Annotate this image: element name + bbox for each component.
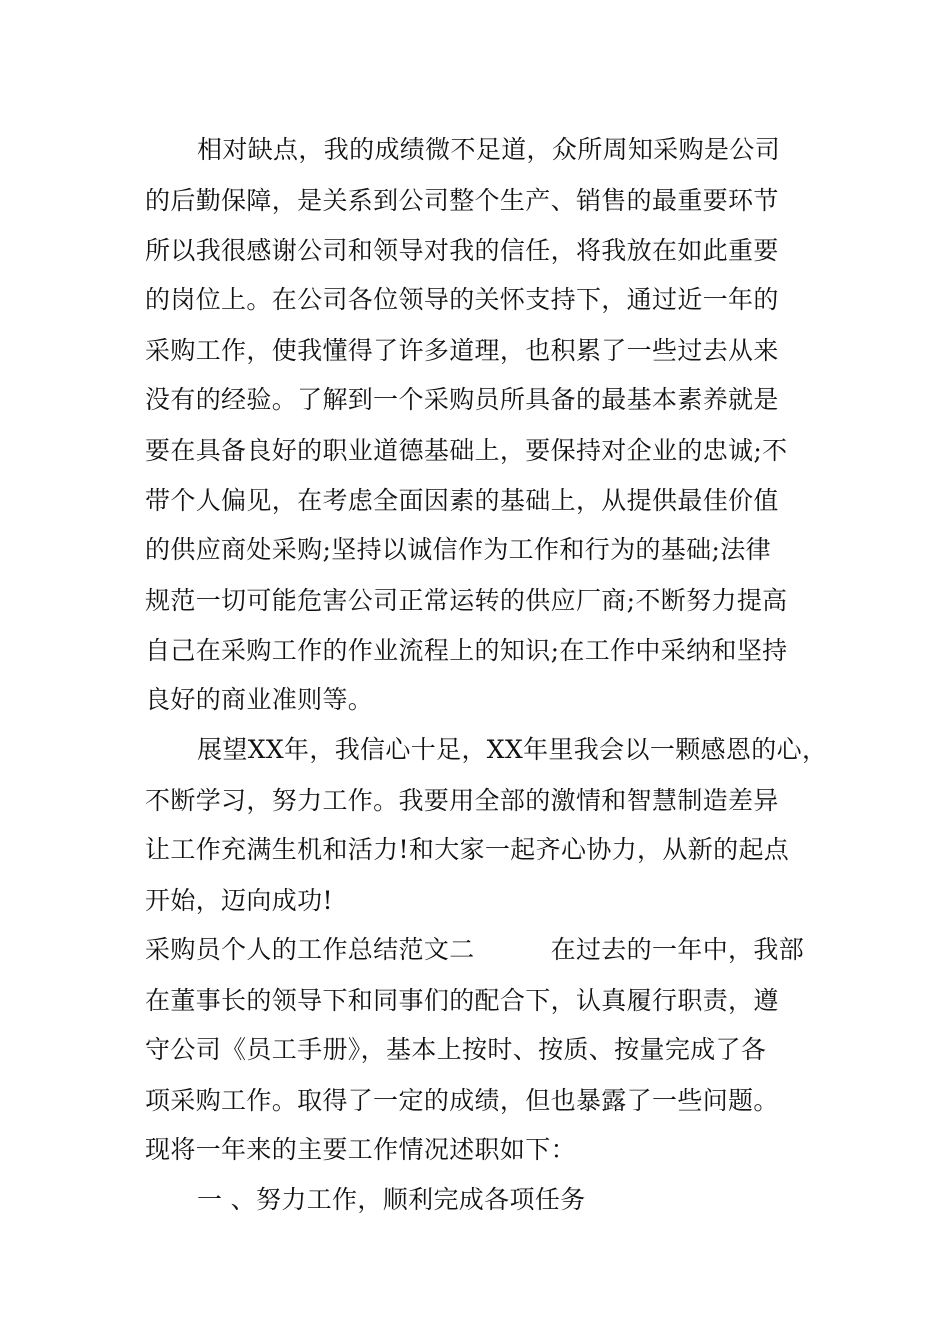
- text-line: 自己在采购工作的作业流程上的知识;在工作中采纳和坚持: [145, 636, 788, 665]
- text-line: 项采购工作。取得了一定的成绩，但也暴露了一些问题。: [145, 1086, 779, 1115]
- section-heading-line: 采购员个人的工作总结范文二 在过去的一年中，我部: [145, 935, 805, 964]
- text-line: 的供应商处采购;坚持以诚信作为工作和行为的基础;法律: [145, 535, 771, 564]
- text-line: 要在具备良好的职业道德基础上，要保持对企业的忠诚;不: [145, 436, 788, 465]
- text-line: 在董事长的领导下和同事们的配合下，认真履行职责，遵: [145, 986, 779, 1015]
- text-line: 相对缺点，我的成绩微不足道，众所周知采购是公司: [197, 135, 781, 164]
- text-line: 现将一年来的主要工作情况述职如下：: [145, 1135, 576, 1164]
- text-line: 的后勤保障，是关系到公司整个生产、销售的最重要环节: [145, 186, 779, 215]
- text-line: 让工作充满生机和活力!和大家一起齐心协力，从新的起点: [145, 835, 790, 864]
- text-line: 采购工作，使我懂得了许多道理，也积累了一些过去从来: [145, 336, 779, 365]
- subsection-heading: 一 、努力工作，顺利完成各项任务: [197, 1185, 586, 1214]
- text-line: 规范一切可能危害公司正常运转的供应厂商;不断努力提高: [145, 586, 788, 615]
- text-line: 带个人偏见，在考虑全面因素的基础上，从提供最佳价值: [145, 486, 779, 515]
- text-line: 良好的商业准则等。: [145, 685, 374, 714]
- text-line: 所以我很感谢公司和领导对我的信任，将我放在如此重要: [145, 236, 779, 265]
- text-line: 开始，迈向成功!: [145, 886, 333, 915]
- text-line: 守公司《员工手册》，基本上按时、按质、按量完成了各: [145, 1035, 767, 1064]
- text-line: 展望XX年，我信心十足，XX年里我会以一颗感恩的心，: [197, 735, 828, 764]
- text-line: 的岗位上。在公司各位领导的关怀支持下，通过近一年的: [145, 285, 779, 314]
- text-line: 没有的经验。了解到一个采购员所具备的最基本素养就是: [145, 385, 779, 414]
- text-line: 不断学习，努力工作。我要用全部的激情和智慧制造差异: [145, 786, 779, 815]
